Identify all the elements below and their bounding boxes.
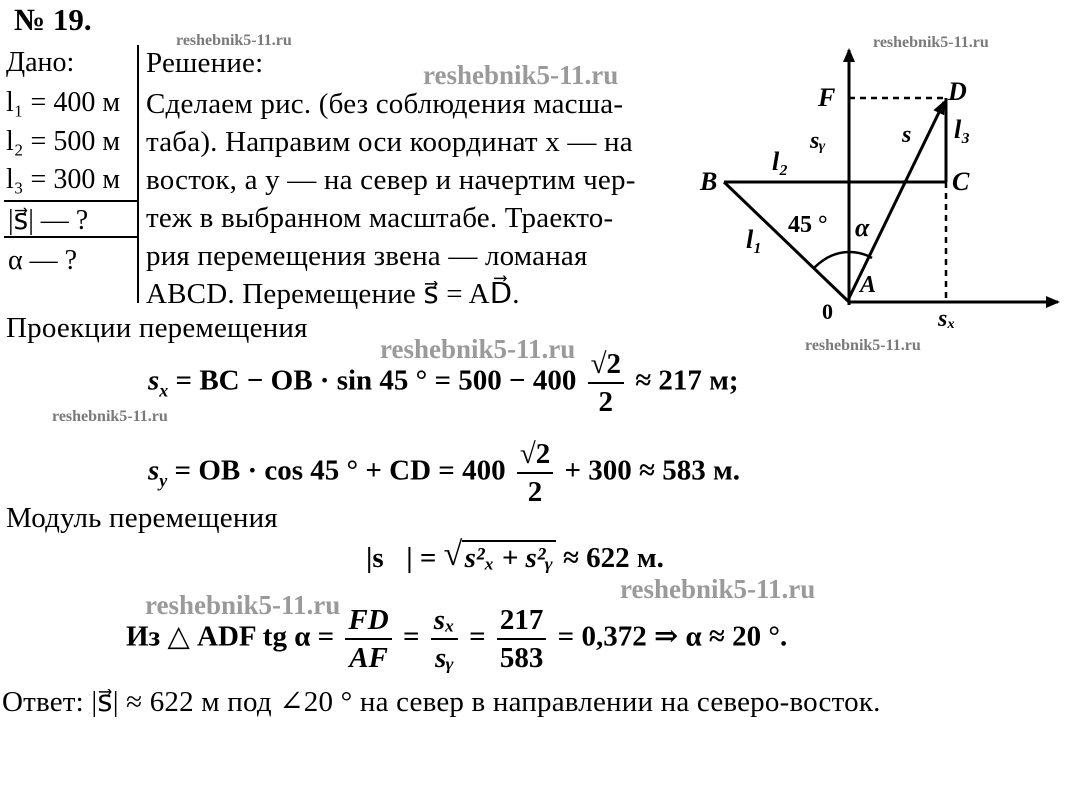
- sx-expression: = BC − OB · sin 45 ° = 500 − 400: [175, 364, 577, 397]
- label-b: B: [700, 167, 718, 196]
- watermark-middle-center: reshebnik5-11.ru: [380, 334, 576, 364]
- given-l2: l₂ = 500 м: [6, 126, 121, 157]
- sy-result: + 300 ≈ 583 м.: [564, 454, 740, 487]
- label-origin: 0: [822, 299, 833, 324]
- solution-line-6: ABCD. Перемещение s⃗ = AD⃗.: [146, 278, 520, 310]
- problem-number: № 19.: [14, 2, 92, 37]
- solution-header: Решение:: [146, 47, 264, 79]
- sy-subscript: y: [159, 470, 168, 491]
- sy-symbol: s: [148, 454, 160, 487]
- watermark-top-center: reshebnik5-11.ru: [423, 60, 619, 90]
- formula-sy: [148, 436, 740, 510]
- solution-line-1: Сделаем рис. (без соблюдения масша-: [146, 88, 624, 120]
- sy-expression: = OB · cos 45 ° + CD = 400: [174, 454, 506, 487]
- formula-modulus: [366, 536, 664, 575]
- vector-diagram: [690, 30, 1070, 340]
- modulus-radicand: s²ₓ + s²ᵧ: [462, 540, 556, 575]
- tg-frac2-den: sᵧ: [435, 642, 454, 674]
- formula-sx: [148, 346, 739, 420]
- given-divider: [4, 200, 138, 202]
- given-l3: l₃ = 300 м: [6, 164, 121, 195]
- tg-fraction-2: [431, 602, 458, 676]
- given-header: Дано:: [6, 47, 75, 78]
- modulus-left: |s⃗| =: [366, 542, 437, 574]
- label-alpha: α: [855, 213, 870, 242]
- label-l1: l₁: [746, 225, 763, 254]
- find-angle: α — ?: [8, 245, 78, 276]
- find-displacement: |s⃗| — ?: [8, 205, 89, 236]
- solution-line-2: таба). Направим оси координат x — на: [146, 126, 633, 158]
- label-sy: sᵧ: [810, 128, 826, 154]
- sx-frac-den: 2: [598, 386, 614, 418]
- tg-frac2-num: sₓ: [431, 602, 458, 640]
- sqrt-sign: √: [443, 536, 463, 573]
- sx-subscript: x: [159, 380, 169, 401]
- modulus-sqrt: [443, 536, 556, 575]
- solution-line-3: восток, а y — на север и начертим чер-: [146, 164, 636, 196]
- tg-frac3-den: 583: [499, 642, 544, 674]
- sy-frac-num: √2: [517, 436, 553, 474]
- given-separator: [137, 45, 139, 303]
- watermark-lower-left: reshebnik5-11.ru: [145, 590, 341, 620]
- watermark-left: reshebnik5-11.ru: [52, 408, 168, 425]
- tg-frac3-num: 217: [497, 602, 547, 640]
- watermark-middle-right: reshebnik5-11.ru: [805, 337, 921, 354]
- label-d: D: [948, 77, 967, 106]
- given-l1: l₁ = 400 м: [6, 87, 121, 118]
- formula-tangent: Из △ ADF tg α = $\frac{FD}{AF}$ = $\frac{\text{sₓ}}{\text{sᵧ}}$ = $\frac{217}{583}$ = 0,372 ⇒ α ≈ 20 °.: [126, 604, 788, 674]
- label-l2: l₂: [772, 147, 789, 176]
- label-sx: sₓ: [938, 306, 956, 332]
- label-s-vector: s⃗: [902, 122, 931, 148]
- tg-result: = 0,372 ⇒ α ≈ 20 °.: [557, 620, 788, 653]
- watermark-top-left: reshebnik5-11.ru: [176, 32, 292, 49]
- find-divider: [4, 236, 138, 238]
- watermark-lower-right: reshebnik5-11.ru: [620, 574, 816, 604]
- label-f: F: [818, 83, 836, 112]
- sx-result: ≈ 217 м;: [635, 364, 739, 397]
- answer-line: Ответ: |s⃗| ≈ 622 м под ∠20 ° на север в направлении на северо-восток.: [2, 686, 881, 718]
- sy-fraction: [517, 436, 553, 510]
- watermark-top-right: reshebnik5-11.ru: [873, 34, 989, 51]
- sx-fraction: [588, 346, 624, 420]
- solution-line-4: теж в выбранном масштабе. Траекто-: [146, 202, 614, 234]
- solution-line-5: рия перемещения звена — ломаная: [146, 240, 588, 272]
- modulus-result: ≈ 622 м.: [562, 542, 664, 574]
- label-a: A: [860, 272, 877, 298]
- tg-fraction-1: [345, 602, 391, 676]
- label-c: C: [952, 167, 970, 196]
- sy-frac-den: 2: [527, 476, 543, 508]
- segment-ob: [724, 182, 849, 302]
- projections-heading: Проекции перемещения: [6, 312, 308, 344]
- sx-frac-num: √2: [588, 346, 624, 384]
- label-l3: l₃: [954, 115, 971, 144]
- label-45: 45 °: [788, 212, 828, 238]
- tg-fraction-3: [497, 602, 547, 676]
- tg-frac1-den: AF: [349, 642, 388, 674]
- tg-prefix: Из △ ADF tg α =: [126, 620, 335, 653]
- tg-frac1-num: FD: [345, 602, 391, 640]
- modulus-heading: Модуль перемещения: [6, 502, 278, 534]
- sx-symbol: s: [148, 364, 160, 397]
